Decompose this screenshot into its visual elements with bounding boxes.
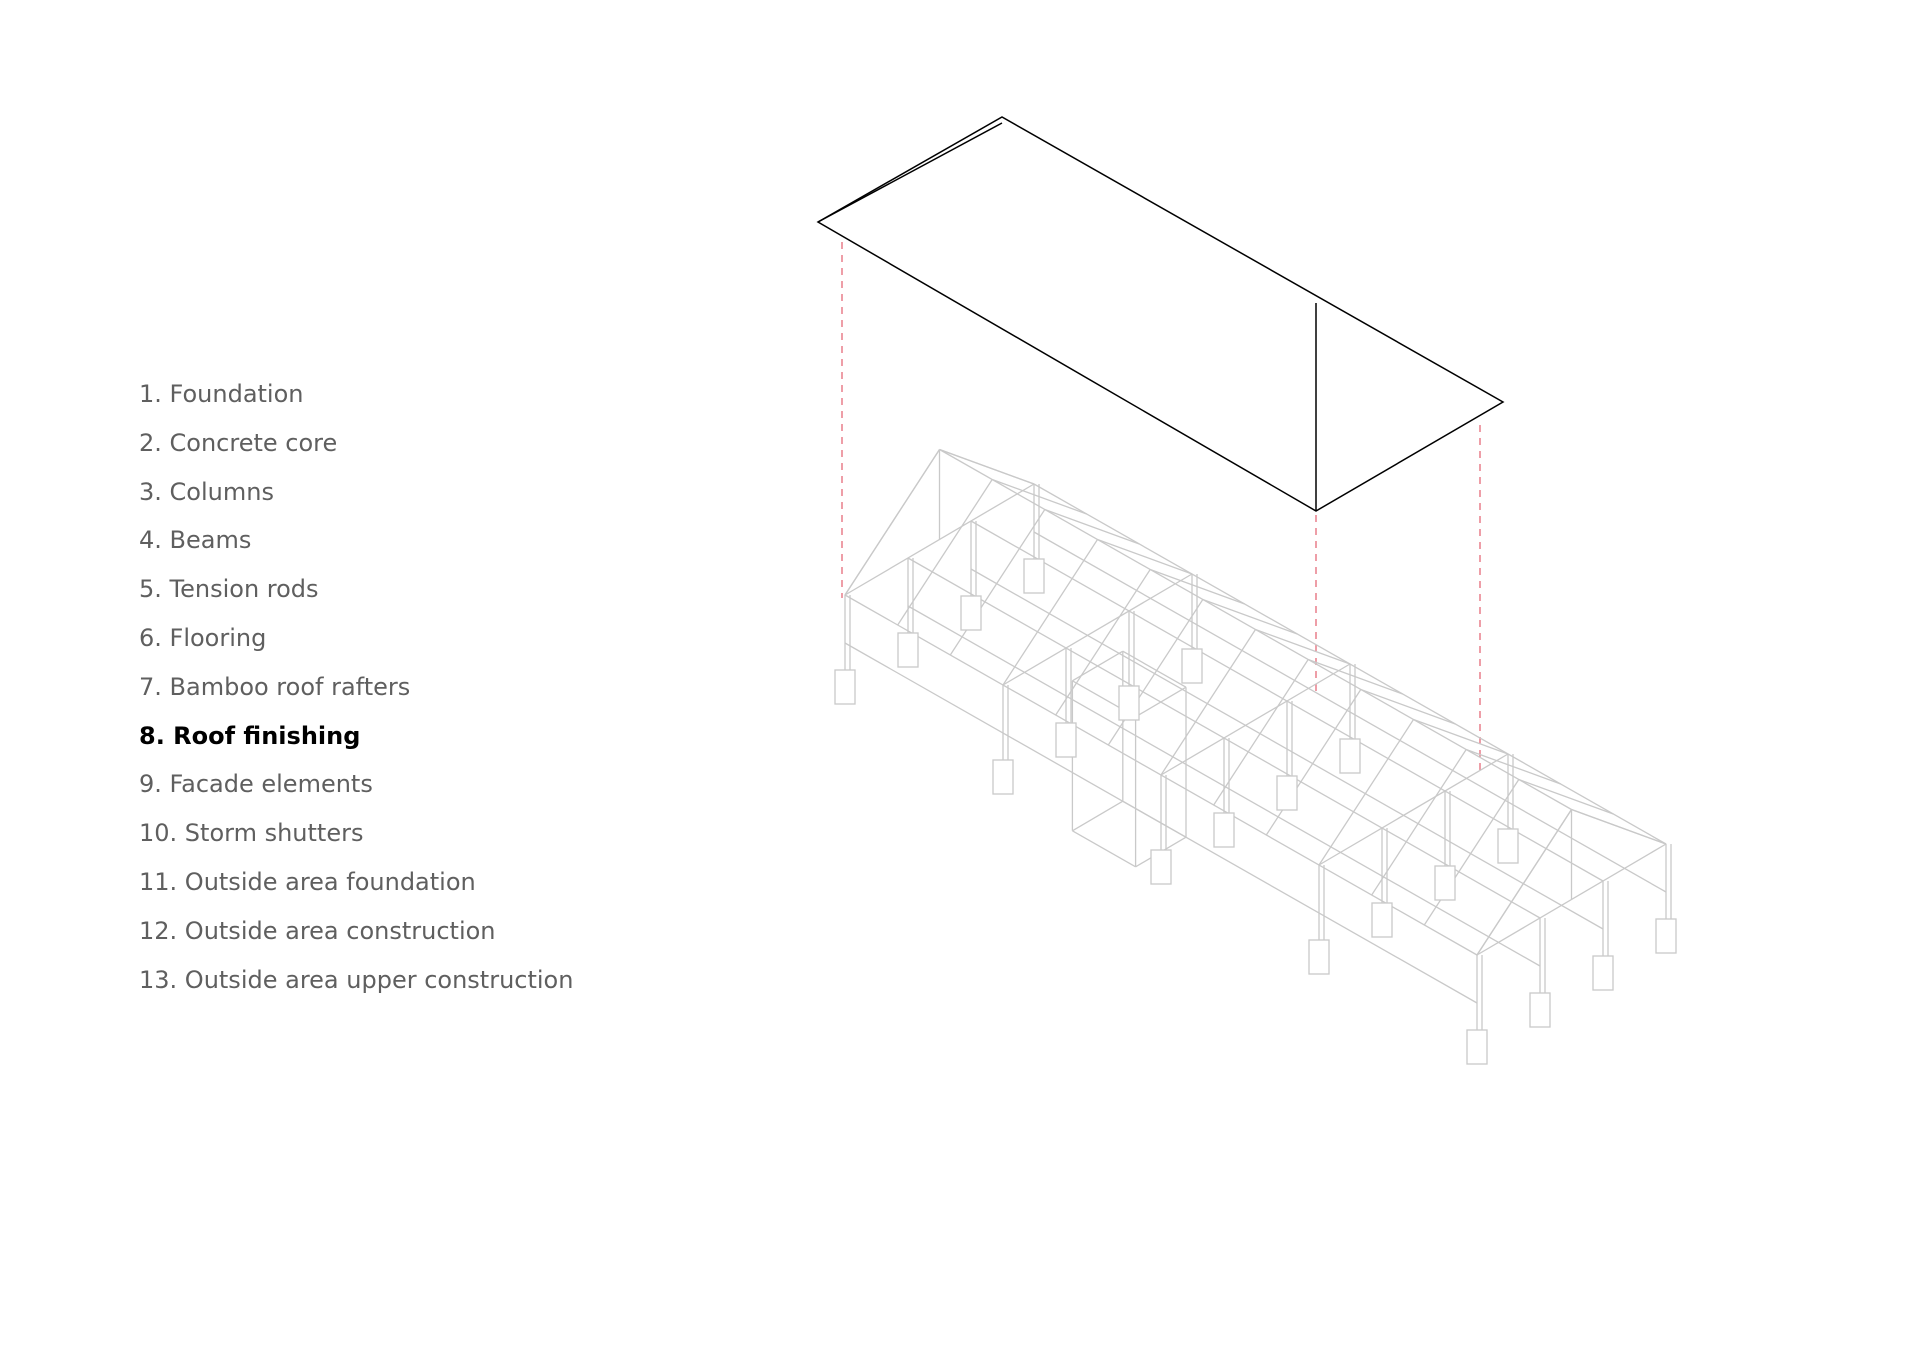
structure-member <box>1319 720 1414 866</box>
step-outside-area-upper-construction: 13. Outside area upper construction <box>139 965 574 994</box>
foundation-pier <box>1656 919 1676 953</box>
structure-member <box>1477 810 1572 956</box>
foundation-pier <box>1340 739 1360 773</box>
step-tension-rods: 5. Tension rods <box>139 575 319 604</box>
structure-member <box>940 450 1035 485</box>
structure-member <box>1123 801 1186 837</box>
foundation-pier <box>1435 866 1455 900</box>
step-outside-area-foundation: 11. Outside area foundation <box>139 867 476 896</box>
structure-member <box>1256 630 1351 665</box>
structure-member <box>1098 540 1193 575</box>
structure-member <box>1203 600 1298 635</box>
step-bamboo-roof-rafters: 7. Bamboo roof rafters <box>139 672 411 701</box>
foundation-pier <box>1214 813 1234 847</box>
foundation-pier <box>1182 649 1202 683</box>
foundation-pier <box>835 670 855 704</box>
foundation-pier <box>1309 940 1329 974</box>
structure-member <box>1123 651 1186 687</box>
step-columns: 3. Columns <box>139 477 274 506</box>
foundation-pier <box>1498 829 1518 863</box>
structure-member <box>1414 720 1509 755</box>
roof-finishing-shape <box>818 117 1503 511</box>
alignment-guide-lines <box>842 242 1480 775</box>
foundation-pier <box>1277 776 1297 810</box>
structure-member <box>1572 810 1667 845</box>
bamboo-structure-frame <box>835 450 1676 1065</box>
structure-member <box>1361 690 1456 725</box>
structure-member <box>1072 801 1122 831</box>
structure-member <box>845 450 940 596</box>
foundation-pier <box>1056 723 1076 757</box>
structure-member <box>1072 831 1135 867</box>
foundation-pier <box>1372 903 1392 937</box>
foundation-pier <box>1530 993 1550 1027</box>
step-roof-finishing: 8. Roof finishing <box>139 721 361 750</box>
step-beams: 4. Beams <box>139 526 252 555</box>
foundation-pier <box>993 760 1013 794</box>
foundation-pier <box>1593 956 1613 990</box>
foundation-pier <box>1024 559 1044 593</box>
structure-member <box>1519 780 1614 815</box>
structure-member <box>1161 630 1256 776</box>
step-storm-shutters: 10. Storm shutters <box>139 819 364 848</box>
foundation-pier <box>1467 1030 1487 1064</box>
step-concrete-core: 2. Concrete core <box>139 428 338 457</box>
step-facade-elements: 9. Facade elements <box>139 770 373 799</box>
foundation-pier <box>898 633 918 667</box>
step-outside-area-construction: 12. Outside area construction <box>139 916 496 945</box>
foundation-pier <box>1151 850 1171 884</box>
foundation-pier <box>1119 686 1139 720</box>
structure-member <box>1045 510 1140 545</box>
foundation-pier <box>961 596 981 630</box>
step-flooring: 6. Flooring <box>139 623 267 652</box>
structure-member <box>1003 540 1098 686</box>
step-foundation: 1. Foundation <box>139 380 304 408</box>
